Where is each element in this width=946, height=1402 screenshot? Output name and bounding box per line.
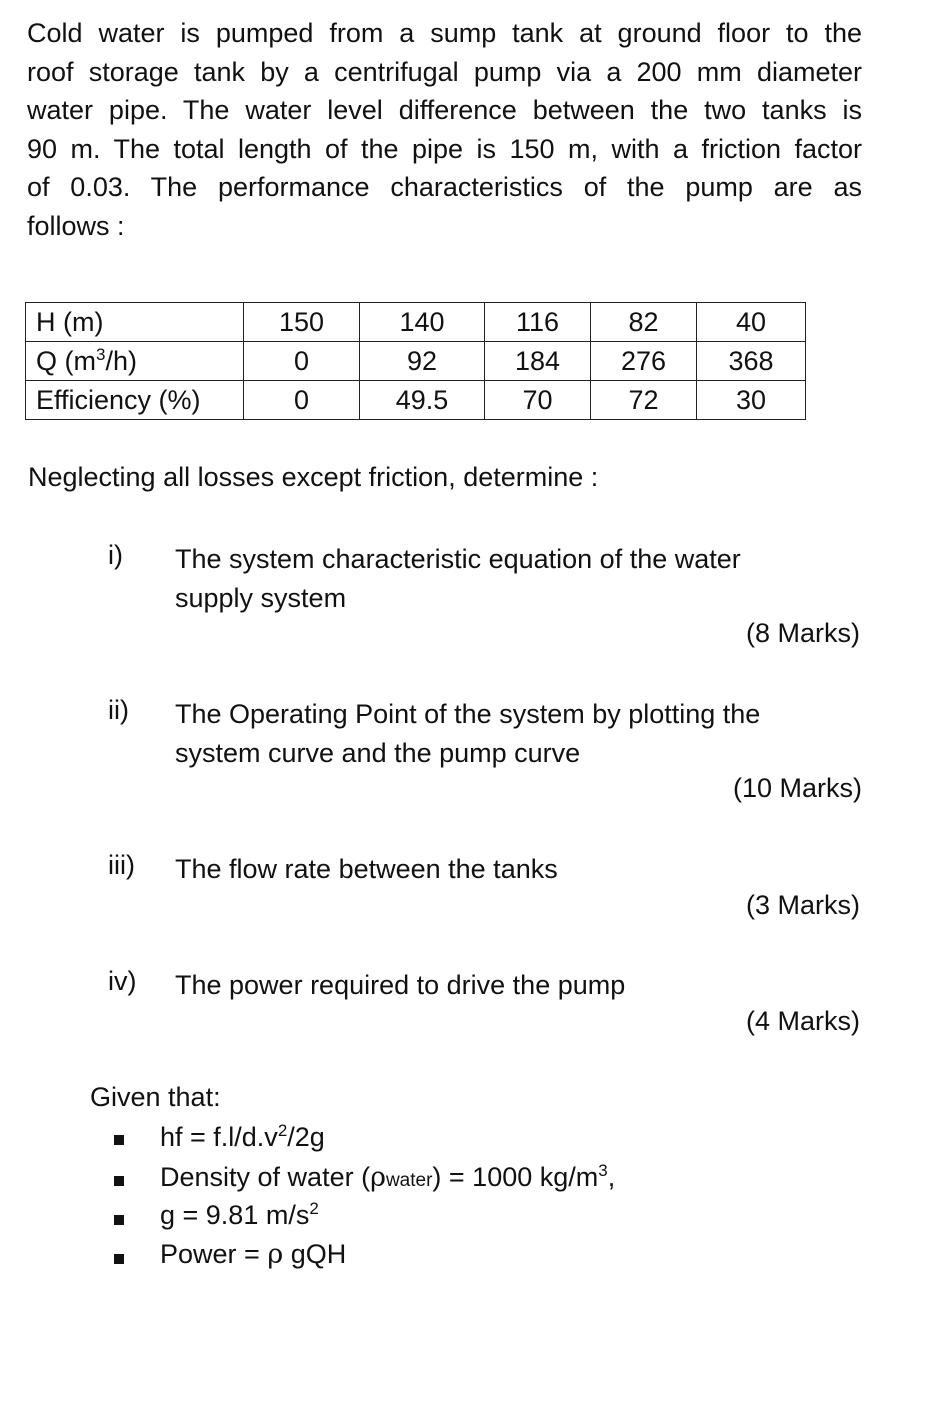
question-marks: (3 Marks) bbox=[746, 890, 860, 920]
table-cell: 30 bbox=[697, 381, 806, 420]
bullet-icon bbox=[114, 1254, 124, 1264]
table-cell: 72 bbox=[591, 381, 697, 420]
question-text: The system characteristic equation of the water supply system bbox=[175, 544, 741, 613]
table-cell: 368 bbox=[697, 342, 806, 381]
bullet-icon bbox=[114, 1135, 124, 1145]
table-cell: 40 bbox=[697, 303, 806, 342]
table-row-efficiency bbox=[26, 381, 806, 420]
table-cell: 140 bbox=[360, 303, 485, 342]
table-cell: 49.5 bbox=[360, 381, 485, 420]
given-power-formula: Power = ρ gQH bbox=[160, 1239, 347, 1270]
table-cell: 0 bbox=[244, 342, 360, 381]
question-marks: (4 Marks) bbox=[746, 1006, 860, 1036]
question-number: ii) bbox=[108, 695, 129, 725]
table-row-head bbox=[26, 303, 806, 342]
table-cell: 0 bbox=[244, 381, 360, 420]
table-cell: 276 bbox=[591, 342, 697, 381]
question-number: iii) bbox=[108, 850, 135, 880]
bullet-icon bbox=[114, 1215, 124, 1225]
table-cell: 116 bbox=[485, 303, 591, 342]
table-cell: 70 bbox=[485, 381, 591, 420]
row-label-efficiency: Efficiency (%) bbox=[26, 381, 244, 420]
intro-line: 90 m. The total length of the pipe is 150 m, with a friction factor bbox=[27, 133, 862, 164]
pump-performance-table bbox=[25, 302, 806, 420]
row-label-h: H (m) bbox=[26, 303, 244, 342]
table-cell: 184 bbox=[485, 342, 591, 381]
given-density: Density of water (ρwater) = 1000 $kg/m^3$, bbox=[160, 1161, 616, 1193]
table-row-flow bbox=[26, 342, 806, 381]
question-marks: (10 Marks) bbox=[732, 773, 862, 803]
question-text: The Operating Point of the system by plotting the system curve and the pump curve bbox=[175, 699, 761, 768]
question-marks: (8 Marks) bbox=[746, 618, 860, 648]
bullet-icon bbox=[114, 1176, 124, 1186]
intro-line: roof storage tank by a centrifugal pump via a 200 mm diameter bbox=[27, 56, 862, 87]
question-number: iv) bbox=[108, 966, 137, 996]
given-hf-formula: hf = $f.l/d.v^2/2g$ bbox=[160, 1121, 325, 1152]
question-text: The power required to drive the pump bbox=[175, 970, 626, 1000]
given-gravity: g = 9.81 $m/s^2$ bbox=[160, 1199, 319, 1230]
intro-line: follows : bbox=[27, 210, 125, 241]
intro-line: of 0.03. The performance characteristics of the pump are as bbox=[27, 172, 862, 203]
question-number: i) bbox=[108, 540, 123, 570]
given-heading: Given that: bbox=[90, 1082, 221, 1112]
intro-line: water pipe. The water level difference between the two tanks is bbox=[27, 95, 862, 126]
problem-statement bbox=[27, 14, 862, 246]
intro-line: Cold water is pumped from a sump tank at ground floor to the bbox=[27, 18, 862, 48]
instruction-text: Neglecting all losses except friction, determine : bbox=[28, 462, 599, 492]
table-cell: 150 bbox=[244, 303, 360, 342]
table-cell: 92 bbox=[360, 342, 485, 381]
question-text: The flow rate between the tanks bbox=[175, 854, 558, 884]
row-label-q: Q $(m^3/h)$ bbox=[26, 342, 244, 381]
table-cell: 82 bbox=[591, 303, 697, 342]
